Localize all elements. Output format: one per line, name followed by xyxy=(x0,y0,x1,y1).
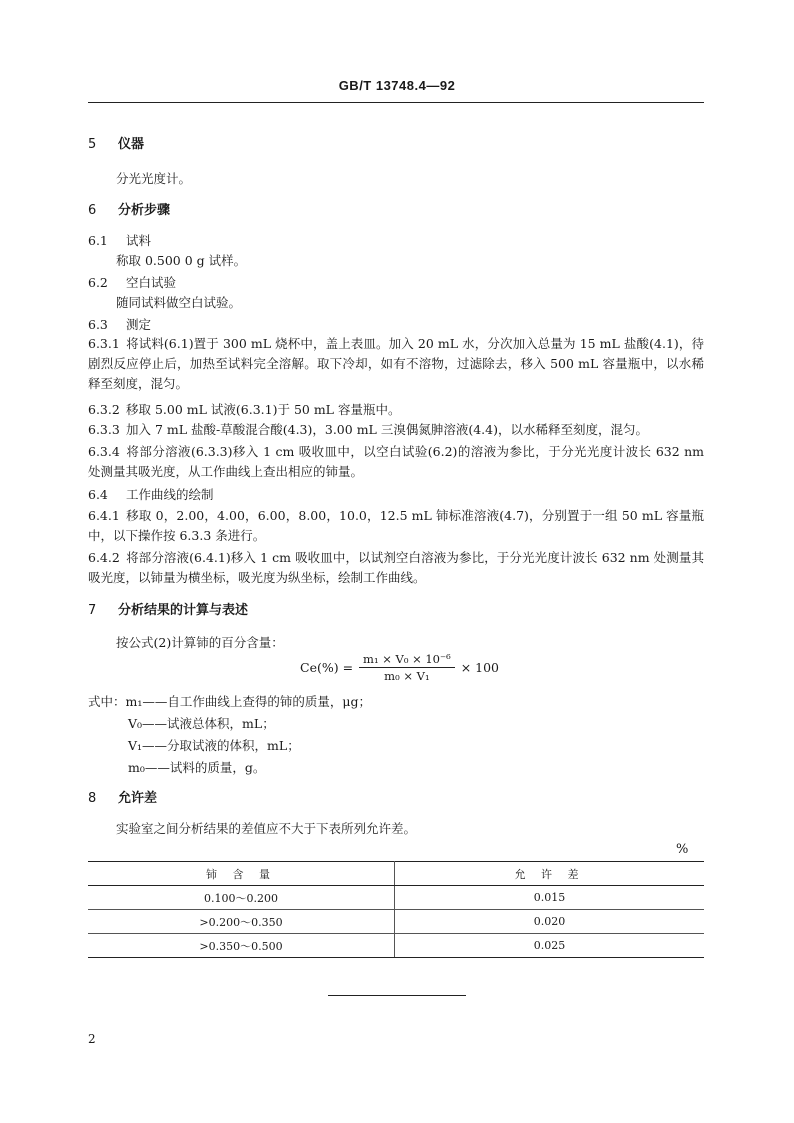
column-header-tolerance: 允 许 差 xyxy=(395,862,705,886)
variable-symbol: V₀ xyxy=(128,716,143,731)
variable-description: ——试液总体积，mL； xyxy=(142,716,275,731)
cell-cerium-content: >0.350～0.500 xyxy=(88,934,395,958)
variable-definition xyxy=(88,692,371,712)
section-title: 分析结果的计算与表述 xyxy=(118,603,249,618)
table-row xyxy=(88,910,704,934)
cell-tolerance: 0.025 xyxy=(395,934,705,958)
formula-lhs: Ce(%) = xyxy=(300,660,354,675)
section-title: 仪器 xyxy=(118,137,145,152)
subsection-title: 测定 xyxy=(126,317,152,332)
section-5-body: 分光光度计。 xyxy=(116,171,192,186)
variable-description: ——试料的质量，g。 xyxy=(144,760,266,775)
subsection-6-1-body: 称取 0.500 0 g 试样。 xyxy=(116,253,247,268)
tolerance-table xyxy=(88,861,704,958)
cerium-formula xyxy=(300,652,499,683)
section-title: 允许差 xyxy=(118,791,158,806)
clause-text: 将试料(6.1)置于 300 mL 烧杯中，盖上表皿。加入 20 mL 水，分次加入总量为 15 mL 盐酸(4.1)，待剧烈反应停止后，加热至试料完全溶解。取下冷却，如有不溶物，过滤除去，移入 500 mL 容量瓶中，以水稀释至刻度，混匀。 xyxy=(88,336,704,391)
section-7-intro: 按公式(2)计算铈的百分含量： xyxy=(116,635,284,650)
subsection-number: 6.1 xyxy=(88,233,108,248)
formula-fraction xyxy=(359,652,455,683)
table-header-row xyxy=(88,862,704,886)
paragraph-6-3-2 xyxy=(88,400,704,420)
subsection-6-1 xyxy=(88,232,151,250)
formula-denominator: m₀ × V₁ xyxy=(384,669,430,683)
clause-number: 6.3.3 xyxy=(88,422,120,437)
header-rule xyxy=(88,102,704,103)
section-title: 分析步骤 xyxy=(118,203,171,218)
section-6-heading xyxy=(88,202,170,220)
clause-text: 移取 0，2.00，4.00，6.00，8.00，10.0，12.5 mL 铈标准溶液(4.7)，分别置于一组 50 mL 容量瓶中，以下操作按 6.3.3 条进行。 xyxy=(88,508,704,543)
cell-cerium-content: 0.100～0.200 xyxy=(88,886,395,910)
clause-number: 6.4.2 xyxy=(88,550,120,565)
subsection-6-2 xyxy=(88,274,176,292)
table-row xyxy=(88,886,704,910)
subsection-6-2-body: 随同试料做空白试验。 xyxy=(116,295,242,310)
section-number: 7 xyxy=(88,603,97,618)
clause-number: 6.3.2 xyxy=(88,402,120,417)
clause-number: 6.3.1 xyxy=(88,336,120,351)
table-row xyxy=(88,934,704,958)
clause-text: 加入 7 mL 盐酸-草酸混合酸(4.3)，3.00 mL 三溴偶氮胂溶液(4.4)，以水稀释至刻度，混匀。 xyxy=(126,422,648,437)
cell-tolerance: 0.020 xyxy=(395,910,705,934)
section-7-heading xyxy=(88,602,248,620)
section-5-heading xyxy=(88,136,144,154)
clause-text: 将部分溶液(6.3.3)移入 1 cm 吸收皿中，以空白试验(6.2)的溶液为参比，于分光光度计波长 632 nm 处测量其吸光度，从工作曲线上查出相应的铈量。 xyxy=(88,444,704,479)
paragraph-6-3-3 xyxy=(88,420,704,440)
section-8-body: 实验室之间分析结果的差值应不大于下表所列允许差。 xyxy=(116,821,417,836)
variable-description: ——分取试液的体积，mL； xyxy=(142,738,300,753)
cell-cerium-content: >0.200～0.350 xyxy=(88,910,395,934)
end-of-standard-rule xyxy=(328,995,466,996)
paragraph-6-3-1 xyxy=(88,334,704,394)
clause-text: 将部分溶液(6.4.1)移入 1 cm 吸收皿中，以试剂空白溶液为参比，于分光光度计波长 632 nm 处测量其吸光度，以铈量为横坐标，吸光度为纵坐标，绘制工作曲线。 xyxy=(88,550,704,585)
variable-definition xyxy=(128,714,275,734)
page-number: 2 xyxy=(88,1032,96,1046)
subsection-number: 6.3 xyxy=(88,317,108,332)
paragraph-6-3-4 xyxy=(88,442,704,482)
section-number: 5 xyxy=(88,137,97,152)
variable-symbol: m₀ xyxy=(128,760,145,775)
where-label: 式中： xyxy=(88,694,126,709)
standard-code-header: GB/T 13748.4—92 xyxy=(338,78,456,93)
subsection-title: 空白试验 xyxy=(126,275,177,290)
clause-number: 6.3.4 xyxy=(88,444,120,459)
table-unit: % xyxy=(676,842,689,857)
cell-tolerance: 0.015 xyxy=(395,886,705,910)
section-number: 6 xyxy=(88,203,97,218)
paragraph-6-4-1 xyxy=(88,506,704,546)
variable-symbol: V₁ xyxy=(128,738,143,753)
subsection-6-3 xyxy=(88,316,151,334)
variable-definition xyxy=(128,736,300,756)
section-number: 8 xyxy=(88,791,97,806)
subsection-6-4 xyxy=(88,486,214,504)
subsection-number: 6.2 xyxy=(88,275,108,290)
subsection-number: 6.4 xyxy=(88,487,108,502)
section-8-heading xyxy=(88,790,157,808)
variable-description: ——自工作曲线上查得的铈的质量，μg； xyxy=(142,694,372,709)
column-header-cerium-content: 铈 含 量 xyxy=(88,862,395,886)
paragraph-6-4-2 xyxy=(88,548,704,588)
clause-text: 移取 5.00 mL 试液(6.3.1)于 50 mL 容量瓶中。 xyxy=(126,402,401,417)
variable-symbol: m₁ xyxy=(125,694,143,709)
subsection-title: 工作曲线的绘制 xyxy=(126,487,214,502)
formula-numerator: m₁ × V₀ × 10⁻⁶ xyxy=(359,652,455,668)
subsection-title: 试料 xyxy=(126,233,152,248)
formula-tail: × 100 xyxy=(460,660,499,675)
variable-definition xyxy=(128,758,265,778)
clause-number: 6.4.1 xyxy=(88,508,120,523)
